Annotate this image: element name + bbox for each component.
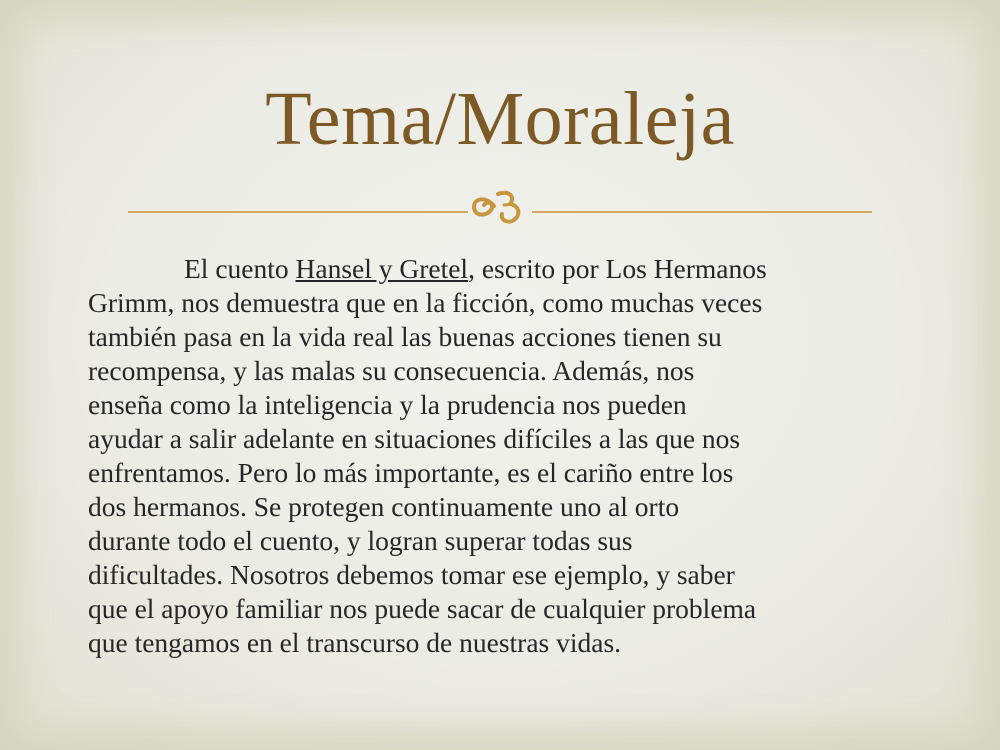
paragraph-line: ayudar a salir adelante en situaciones difíciles a las que nos xyxy=(88,423,741,454)
story-title-link: Hansel y Gretel xyxy=(295,253,469,284)
slide-title: Tema/Moraleja xyxy=(265,77,735,161)
paragraph-text: , escrito por Los Hermanos xyxy=(468,253,767,284)
paragraph-line: también pasa en la vida real las buenas acciones tienen su xyxy=(88,321,722,352)
divider-line-right xyxy=(532,211,872,213)
flourish-icon xyxy=(464,176,536,236)
paragraph-line: Grimm, nos demuestra que en la ficción, como muchas veces xyxy=(88,287,763,318)
paragraph-line: dificultades. Nosotros debemos tomar ese ejemplo, y saber xyxy=(88,559,735,590)
paragraph-line: que tengamos en el transcurso de nuestras vidas. xyxy=(88,627,622,658)
paragraph-line: enfrentamos. Pero lo más importante, es el cariño entre los xyxy=(88,457,734,488)
divider-line-left xyxy=(128,211,468,213)
paragraph-line: enseña como la inteligencia y la prudencia nos pueden xyxy=(88,389,687,420)
paragraph-line: dos hermanos. Se protegen continuamente uno al orto xyxy=(88,491,680,522)
paragraph-text: El cuento xyxy=(184,253,296,284)
paragraph-line: recompensa, y las malas su consecuencia. Además, nos xyxy=(88,355,695,386)
paragraph-line xyxy=(88,252,918,286)
paragraph-line: durante todo el cuento, y logran superar todas sus xyxy=(88,525,633,556)
body-paragraph xyxy=(88,252,918,660)
paragraph-line: que el apoyo familiar nos puede sacar de cualquier problema xyxy=(88,593,757,624)
